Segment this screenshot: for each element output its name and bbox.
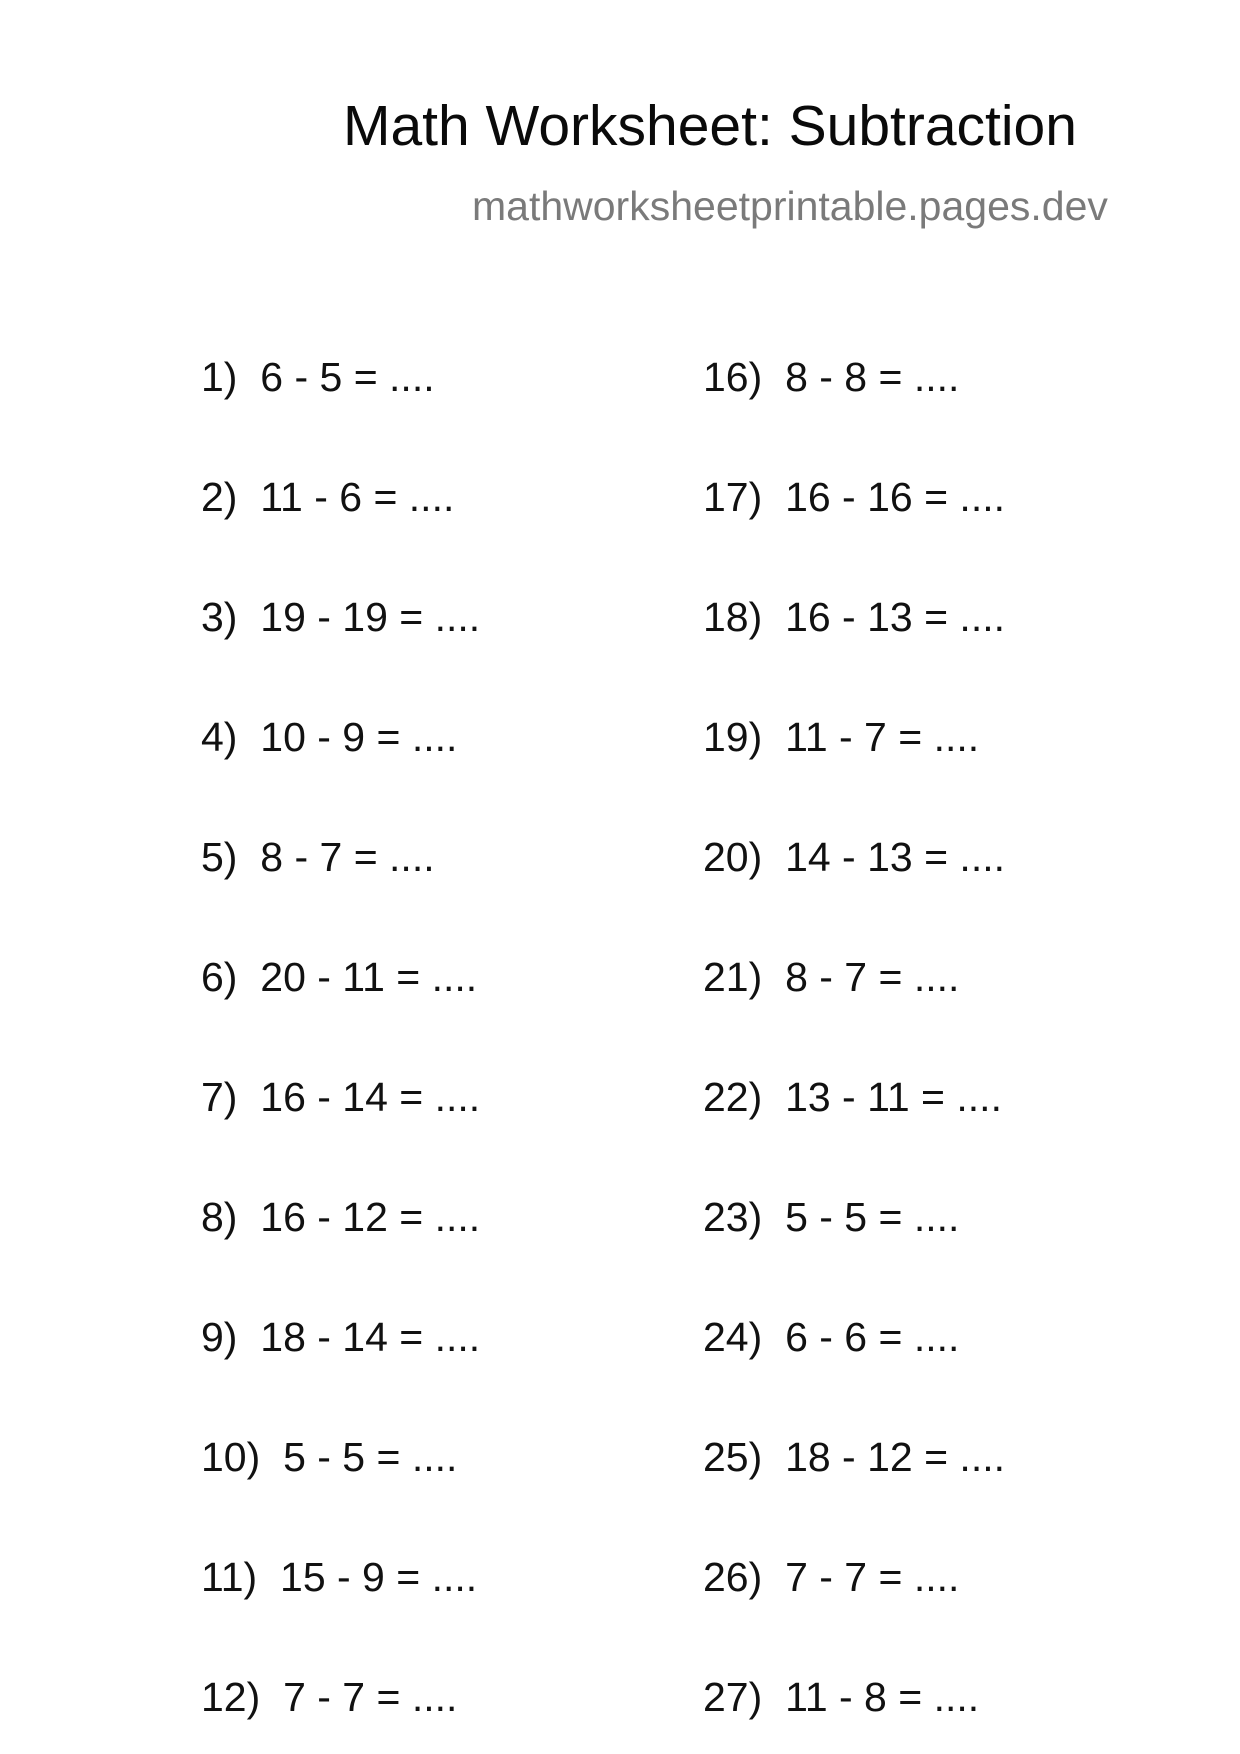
problem-item	[703, 954, 960, 1000]
problem-expression: 16 - 13 = ....	[785, 594, 1005, 640]
problem-item	[703, 1674, 980, 1720]
problem-expression: 7 - 7 = ....	[785, 1554, 960, 1600]
problem-number: 27)	[703, 1674, 763, 1720]
problem-item	[703, 1554, 960, 1600]
worksheet-title: Math Worksheet: Subtraction	[343, 94, 1077, 158]
problem-expression: 5 - 5 = ....	[283, 1434, 458, 1480]
problem-item	[703, 354, 960, 400]
problem-item	[201, 1314, 481, 1360]
problem-expression: 16 - 12 = ....	[260, 1194, 481, 1240]
problem-expression: 8 - 7 = ....	[785, 954, 960, 1000]
problem-expression: 8 - 7 = ....	[260, 834, 435, 880]
problem-item	[201, 954, 478, 1000]
problem-item	[703, 1434, 1005, 1480]
problem-number: 24)	[703, 1314, 763, 1360]
problem-expression: 14 - 13 = ....	[785, 834, 1005, 880]
problem-item	[201, 474, 455, 520]
problem-number: 20)	[703, 834, 763, 880]
problem-item	[201, 714, 458, 760]
problem-item	[703, 1194, 960, 1240]
problem-expression: 11 - 8 = ....	[785, 1674, 980, 1720]
problem-number: 19)	[703, 714, 763, 760]
problem-number: 17)	[703, 474, 763, 520]
problem-number: 7)	[201, 1074, 238, 1120]
problem-expression: 8 - 8 = ....	[785, 354, 960, 400]
problem-number: 9)	[201, 1314, 238, 1360]
problem-expression: 6 - 5 = ....	[260, 354, 435, 400]
problem-item	[703, 594, 1005, 640]
problem-number: 12)	[201, 1674, 261, 1720]
problem-item	[201, 354, 435, 400]
problem-item	[201, 1554, 478, 1600]
problem-item	[201, 1434, 458, 1480]
problem-expression: 11 - 6 = ....	[260, 474, 455, 520]
problem-expression: 16 - 16 = ....	[785, 474, 1005, 520]
problem-expression: 18 - 14 = ....	[260, 1314, 481, 1360]
problem-number: 4)	[201, 714, 238, 760]
problem-item	[703, 1314, 960, 1360]
problem-number: 25)	[703, 1434, 763, 1480]
problem-item	[201, 1674, 458, 1720]
problem-number: 22)	[703, 1074, 763, 1120]
problem-item	[703, 1074, 1002, 1120]
problem-expression: 7 - 7 = ....	[283, 1674, 458, 1720]
problem-number: 18)	[703, 594, 763, 640]
problem-expression: 19 - 19 = ....	[260, 594, 481, 640]
problem-number: 3)	[201, 594, 238, 640]
problem-number: 16)	[703, 354, 763, 400]
problem-expression: 15 - 9 = ....	[280, 1554, 478, 1600]
problem-expression: 13 - 11 = ....	[785, 1074, 1002, 1120]
problem-expression: 10 - 9 = ....	[260, 714, 458, 760]
problem-number: 8)	[201, 1194, 238, 1240]
problem-expression: 6 - 6 = ....	[785, 1314, 960, 1360]
problem-number: 21)	[703, 954, 763, 1000]
problem-number: 26)	[703, 1554, 763, 1600]
problem-number: 1)	[201, 354, 238, 400]
problem-item	[201, 834, 435, 880]
worksheet-source-url: mathworksheetprintable.pages.dev	[472, 183, 1108, 229]
problem-expression: 16 - 14 = ....	[260, 1074, 481, 1120]
problem-item	[703, 714, 980, 760]
problem-item	[703, 474, 1005, 520]
problem-expression: 20 - 11 = ....	[260, 954, 478, 1000]
problem-number: 2)	[201, 474, 238, 520]
problem-expression: 18 - 12 = ....	[785, 1434, 1005, 1480]
problem-number: 6)	[201, 954, 238, 1000]
problem-item	[703, 834, 1005, 880]
problem-expression: 5 - 5 = ....	[785, 1194, 960, 1240]
problem-item	[201, 1074, 481, 1120]
problem-number: 11)	[201, 1554, 258, 1600]
problem-number: 5)	[201, 834, 238, 880]
problem-number: 10)	[201, 1434, 261, 1480]
problem-item	[201, 1194, 481, 1240]
problem-expression: 11 - 7 = ....	[785, 714, 980, 760]
problem-item	[201, 594, 481, 640]
problem-number: 23)	[703, 1194, 763, 1240]
